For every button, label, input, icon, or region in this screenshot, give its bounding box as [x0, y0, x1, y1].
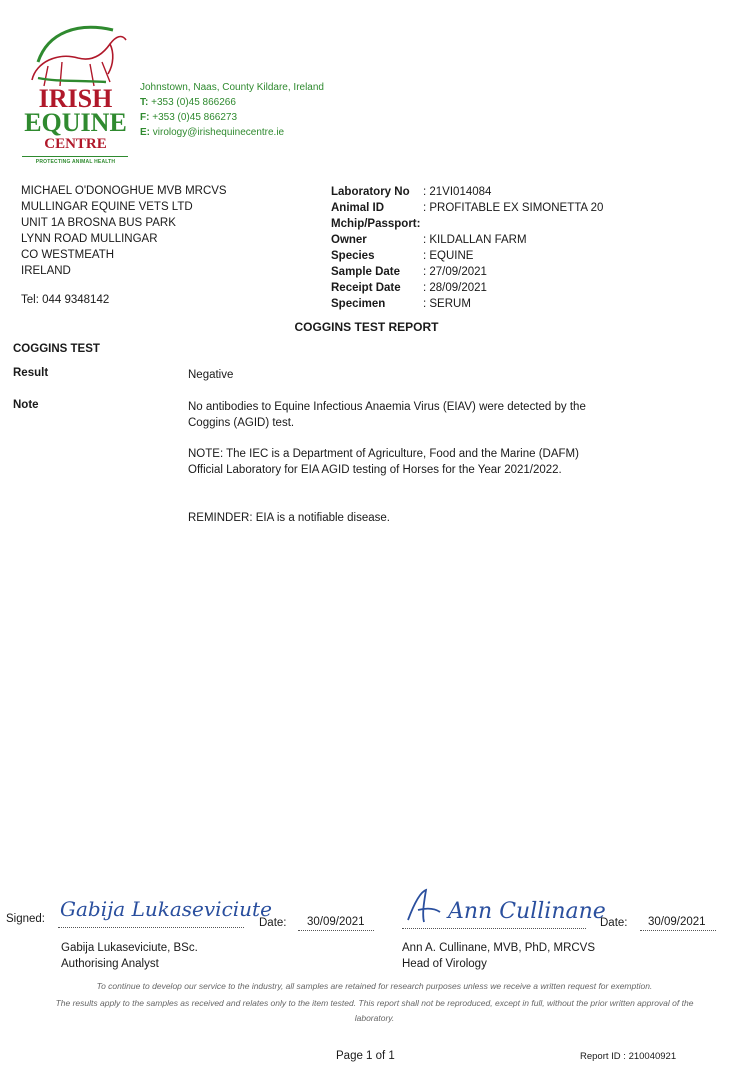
- field-owner: Owner : KILDALLAN FARM: [331, 234, 527, 246]
- signed-label: Signed:: [6, 913, 46, 925]
- field-specimen: Specimen : SERUM: [331, 298, 471, 310]
- disclaimer: [40, 979, 709, 1026]
- date-label-1: Date:: [259, 917, 287, 929]
- result-label: Result: [13, 367, 49, 379]
- report-id: Report ID : 210040921: [580, 1051, 677, 1062]
- email-address: virology@irishequinecentre.ie: [152, 127, 285, 138]
- recipient-line: UNIT 1A BROSNA BUS PARK: [21, 217, 176, 229]
- signer-1-role: Authorising Analyst: [61, 958, 159, 970]
- email-line: E: virology@irishequinecentre.ie: [140, 127, 285, 138]
- recipient-tel: Tel: 044 9348142: [21, 294, 110, 306]
- section-title: COGGINS TEST: [13, 343, 100, 355]
- recipient-line: CO WESTMEATH: [21, 249, 115, 261]
- fax-line: F: +353 (0)45 866273: [140, 112, 238, 123]
- horse-logo-icon: [18, 22, 133, 92]
- page-number: Page 1 of 1: [336, 1050, 395, 1062]
- date-label-2: Date:: [600, 917, 628, 929]
- note-label: Note: [13, 399, 39, 411]
- field-species: Species : EQUINE: [331, 250, 474, 262]
- disclaimer-line-1: To continue to develop our service to the industry, all samples are retained for research purposes unless we receive a written request for exemption.: [96, 981, 653, 991]
- irish-equine-centre-logo: [18, 22, 133, 172]
- signer-1-name: Gabija Lukaseviciute, BSc.: [61, 942, 198, 954]
- signature-2-icon: [400, 884, 606, 928]
- signer-2-details: [402, 940, 595, 972]
- signer-1-details: [61, 940, 198, 972]
- date-value-2: 30/09/2021: [648, 916, 706, 928]
- svg-text:Ann Cullinane: Ann Cullinane: [448, 899, 606, 924]
- logo-word-centre: CENTRE: [44, 136, 107, 152]
- recipient-line: LYNN ROAD MULLINGAR: [21, 233, 158, 245]
- note-paragraph-3: REMINDER: EIA is a notifiable disease.: [188, 512, 390, 524]
- report-title: COGGINS TEST REPORT: [294, 320, 439, 334]
- disclaimer-line-2: The results apply to the samples as received and relates only to the item tested. This report shall not be reproduced, except in full, without the prior written approval of the laboratory.: [55, 998, 694, 1023]
- phone-line: T: +353 (0)45 866266: [140, 97, 236, 108]
- signer-2-role: Head of Virology: [402, 958, 487, 970]
- svg-text:Gabija Lukaseviciute: Gabija Lukaseviciute: [60, 897, 272, 921]
- date-line-1: [298, 930, 374, 931]
- logo-word-equine: EQUINE: [24, 108, 127, 137]
- recipient-line: MULLINGAR EQUINE VETS LTD: [21, 201, 193, 213]
- logo-tagline: PROTECTING ANIMAL HEALTH: [35, 159, 116, 165]
- recipient-address: [21, 183, 227, 279]
- phone-number: +353 (0)45 866266: [151, 97, 236, 108]
- logo-word-irish: IRISH: [38, 84, 113, 113]
- field-animal-id: Animal ID : PROFITABLE EX SIMONETTA 20: [331, 202, 604, 214]
- contact-block: [140, 80, 324, 140]
- logo-rule: [22, 156, 128, 157]
- sample-details: [331, 184, 603, 312]
- signature-1-line: [58, 927, 244, 928]
- fax-number: +353 (0)45 866273: [152, 112, 238, 123]
- field-receipt-date: Receipt Date : 28/09/2021: [331, 282, 487, 294]
- field-mchip-passport: Mchip/Passport :: [331, 218, 421, 230]
- note-paragraph-2: NOTE: The IEC is a Department of Agriculture, Food and the Marine (DAFM) Official Laboratory for EIA AGID testing of Horses for the Year 2021/2022.: [188, 448, 579, 476]
- result-value: Negative: [188, 369, 234, 381]
- recipient-line: IRELAND: [21, 265, 71, 277]
- note-paragraph-1: No antibodies to Equine Infectious Anaemia Virus (EIAV) were detected by the Coggins (AGID) test.: [188, 401, 586, 429]
- field-sample-date: Sample Date : 27/09/2021: [331, 266, 487, 278]
- date-line-2: [640, 930, 716, 931]
- signer-2-name: Ann A. Cullinane, MVB, PhD, MRCVS: [402, 942, 596, 954]
- field-laboratory-no: Laboratory No : 21VI014084: [331, 186, 492, 198]
- signature-1-icon: [56, 890, 272, 926]
- recipient-line: MICHAEL O'DONOGHUE MVB MRCVS: [21, 185, 227, 197]
- date-value-1: 30/09/2021: [307, 916, 365, 928]
- address-line: Johnstown, Naas, County Kildare, Ireland: [140, 82, 324, 93]
- signature-2-line: [402, 928, 586, 929]
